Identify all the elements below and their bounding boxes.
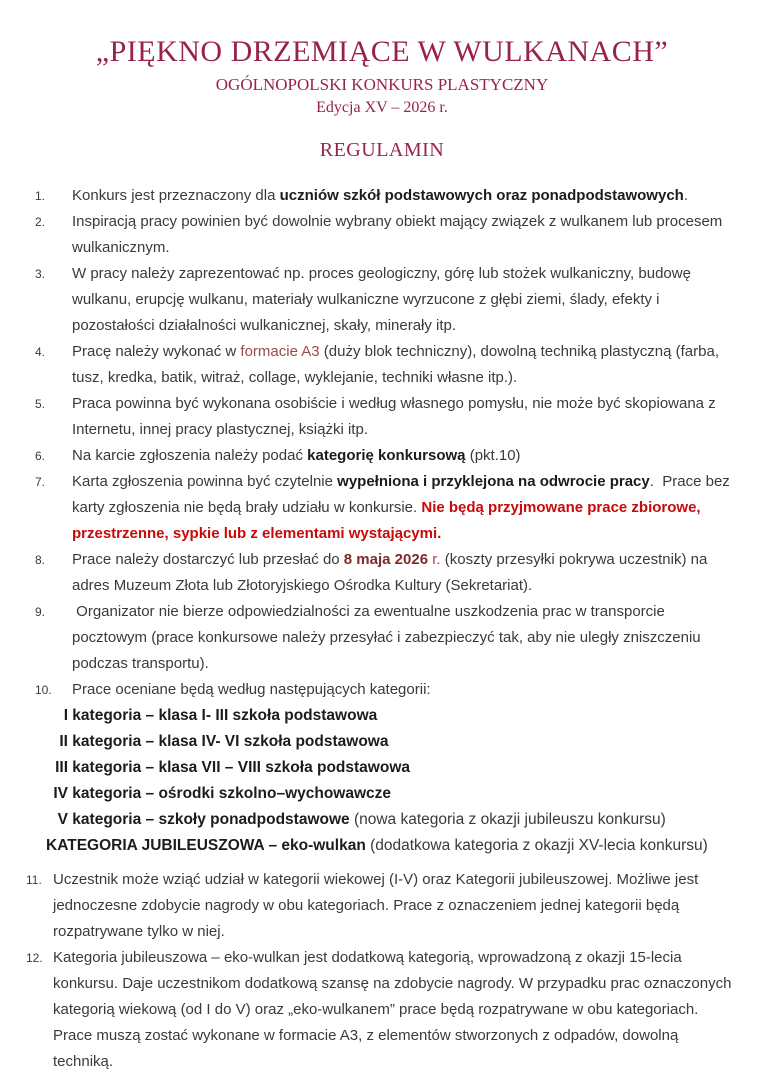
rule-text-segment: . bbox=[683, 187, 688, 204]
rule-number: 1. bbox=[35, 189, 46, 203]
rule-row bbox=[0, 391, 764, 443]
rule-text-segment: (dodatkowa kategoria z okazji XV-lecia konkursu) bbox=[365, 837, 708, 854]
rule-text-segment: kategoria – klasa VII – VIII szkoła podstawowa bbox=[68, 759, 410, 776]
rule-item bbox=[0, 261, 764, 339]
category-line bbox=[46, 703, 764, 729]
rule-text bbox=[72, 599, 744, 677]
rule-text-segment: Nie będą przyjmowane prace zbiorowe, przestrzenne, sypkie lub z elementami wystającymi. bbox=[72, 499, 701, 542]
rule-text-segment: Organizator nie bierze odpowiedzialności za ewentualne uszkodzenia prac w transporcie pocztowym (prace konkursowe należy przesyłać i zabezpieczyć tak, aby nie uległy zniszczeniu podczas transportu). bbox=[72, 603, 701, 672]
rule-item bbox=[0, 469, 764, 547]
rule-text-segment: Inspiracją pracy powinien być dowolnie wybrany obiekt mający związek z wulkanem lub procesem wulkanicznym. bbox=[72, 213, 723, 256]
rule-text bbox=[72, 261, 744, 339]
rule-item bbox=[0, 867, 764, 945]
category-line bbox=[46, 729, 764, 755]
rule-row bbox=[0, 547, 764, 599]
rule-text bbox=[72, 209, 744, 261]
document-header bbox=[0, 0, 764, 162]
rule-text bbox=[72, 547, 744, 599]
category-list bbox=[0, 703, 764, 859]
rule-row bbox=[0, 945, 764, 1075]
category-roman-numeral: I bbox=[63, 707, 68, 724]
rule-text bbox=[72, 469, 744, 547]
rules-list bbox=[0, 183, 764, 1075]
rule-row bbox=[0, 209, 764, 261]
rule-row bbox=[0, 867, 764, 945]
category-roman-numeral: IV bbox=[53, 785, 68, 802]
rule-text-segment: (nowa kategoria z okazji jubileuszu konkursu) bbox=[349, 811, 666, 828]
rule-text-segment: KATEGORIA JUBILEUSZOWA – eko-wulkan bbox=[46, 837, 366, 854]
rule-item bbox=[0, 599, 764, 677]
rule-row bbox=[0, 469, 764, 547]
category-line bbox=[46, 755, 764, 781]
rule-text bbox=[72, 443, 744, 469]
rule-text-segment: Uczestnik może wziąć udział w kategorii wiekowej (I-V) oraz Kategorii jubileuszowej. Możliwe jest jednoczesne zdobycie nagrody w obu kategoriach. Prace z oznaczeniem jednej kategorii będą rozpatrywane tylko w niej. bbox=[53, 871, 699, 940]
rule-number: 11. bbox=[26, 873, 42, 887]
rule-text bbox=[53, 867, 741, 945]
rule-text-segment: Pracę należy wykonać w bbox=[72, 343, 241, 360]
rule-number: 9. bbox=[35, 605, 46, 619]
rule-text-segment: r. bbox=[428, 551, 441, 568]
rule-text bbox=[72, 339, 744, 391]
rule-row bbox=[0, 599, 764, 677]
category-roman-numeral: II bbox=[59, 733, 68, 750]
rule-number: 3. bbox=[35, 267, 46, 281]
rule-text-segment: (koszty przesyłki pokrywa uczestnik) na adres Muzeum Złota lub Złotoryjskiego Ośrodka Kultury (Sekretariat). bbox=[72, 551, 708, 594]
rule-text-segment: Prace należy dostarczyć lub przesłać do bbox=[72, 551, 344, 568]
contest-title: „PIĘKNO DRZEMIĄCE W WULKANACH” bbox=[95, 35, 669, 68]
rule-row bbox=[0, 339, 764, 391]
rule-text-segment: kategoria – klasa I- III szkoła podstawowa bbox=[68, 707, 378, 724]
rule-text bbox=[72, 391, 744, 443]
category-line bbox=[46, 807, 764, 833]
rule-text-segment: Na karcie zgłoszenia należy podać bbox=[72, 447, 308, 464]
rule-row bbox=[0, 677, 764, 703]
category-roman-numeral: V bbox=[57, 811, 68, 828]
rule-text-segment: formacie A3 bbox=[240, 343, 320, 360]
rule-row bbox=[0, 261, 764, 339]
rule-row bbox=[0, 443, 764, 469]
rule-text-segment: Karta zgłoszenia powinna być czytelnie bbox=[72, 473, 338, 490]
rule-number: 2. bbox=[35, 215, 46, 229]
rule-text-segment: kategoria – klasa IV- VI szkoła podstawowa bbox=[68, 733, 389, 750]
rule-number: 8. bbox=[35, 553, 46, 567]
rule-text-segment: . Prace bez karty zgłoszenia nie będą brały udziału w konkursie. bbox=[72, 473, 730, 516]
rule-item bbox=[0, 391, 764, 443]
rule-number: 6. bbox=[35, 449, 46, 463]
rule-text-segment: kategoria – ośrodki szkolno–wychowawcze bbox=[68, 785, 392, 802]
rule-number: 10. bbox=[35, 683, 52, 697]
rule-text bbox=[53, 945, 741, 1075]
rule-item bbox=[0, 183, 764, 209]
rule-number: 12. bbox=[26, 951, 43, 965]
rule-text-segment: kategoria – szkoły ponadpodstawowe bbox=[68, 811, 350, 828]
category-roman-numeral: III bbox=[55, 759, 68, 776]
rule-text-segment: Konkurs jest przeznaczony dla bbox=[72, 187, 280, 204]
rule-item bbox=[0, 945, 764, 1075]
rule-text-segment: Prace oceniane będą według następujących kategorii: bbox=[72, 681, 431, 698]
rule-text bbox=[72, 183, 744, 209]
rule-text bbox=[72, 677, 744, 703]
category-line bbox=[46, 833, 764, 859]
rule-item bbox=[0, 677, 764, 859]
rule-text-segment: 8 maja 2026 bbox=[343, 551, 429, 568]
contest-subtitle: OGÓLNOPOLSKI KONKURS PLASTYCZNY bbox=[215, 75, 549, 94]
rule-text-segment: kategorię konkursową bbox=[307, 447, 466, 464]
rule-row bbox=[0, 183, 764, 209]
rule-item bbox=[0, 209, 764, 261]
rule-number: 7. bbox=[35, 475, 46, 489]
rule-text-segment: (duży blok techniczny), dowolną techniką plastyczną (farba, tusz, kredka, batik, witraż, collage, wyklejanie, techniki własne itp.). bbox=[72, 343, 719, 386]
rule-text-segment: (pkt.10) bbox=[465, 447, 521, 464]
rule-item bbox=[0, 443, 764, 469]
rule-text-segment: Praca powinna być wykonana osobiście i według własnego pomysłu, nie może być skopiowana z Internetu, innej pracy plastycznej, książki itp. bbox=[72, 395, 716, 438]
contest-edition: Edycja XV – 2026 r. bbox=[316, 99, 448, 116]
rule-item bbox=[0, 547, 764, 599]
category-line bbox=[46, 781, 764, 807]
rule-number: 4. bbox=[35, 345, 46, 359]
regulations-heading: REGULAMIN bbox=[319, 139, 445, 161]
rule-text-segment: W pracy należy zaprezentować np. proces geologiczny, górę lub stożek wulkaniczny, budowę wulkanu, erupcję wulkanu, materiały wulkaniczne wyrzucone z głębi ziemi, ślady, efekty i pozostałości działalności wulkanicznej, skały, minerały itp. bbox=[72, 265, 691, 334]
rule-item bbox=[0, 339, 764, 391]
rule-text-segment: Kategoria jubileuszowa – eko-wulkan jest dodatkową kategorią, wprowadzoną z okazji 15-lecia konkursu. Daje uczestnikom dodatkową szansę na zdobycie nagrody. W przypadku prac oznaczonych kategorią wiekową (od I do V) oraz „eko-wulkanem” prace będą rozpatrywane w obu kategoriach. Prace muszą zostać wykonane w formacie A3, z elementów stworzonych z odpadów, dowolną techniką. bbox=[53, 949, 732, 1070]
rule-text-segment: wypełniona i przyklejona na odwrocie pracy bbox=[337, 473, 650, 490]
rule-number: 5. bbox=[35, 397, 46, 411]
rule-text-segment: uczniów szkół podstawowych oraz ponadpodstawowych bbox=[279, 187, 684, 204]
